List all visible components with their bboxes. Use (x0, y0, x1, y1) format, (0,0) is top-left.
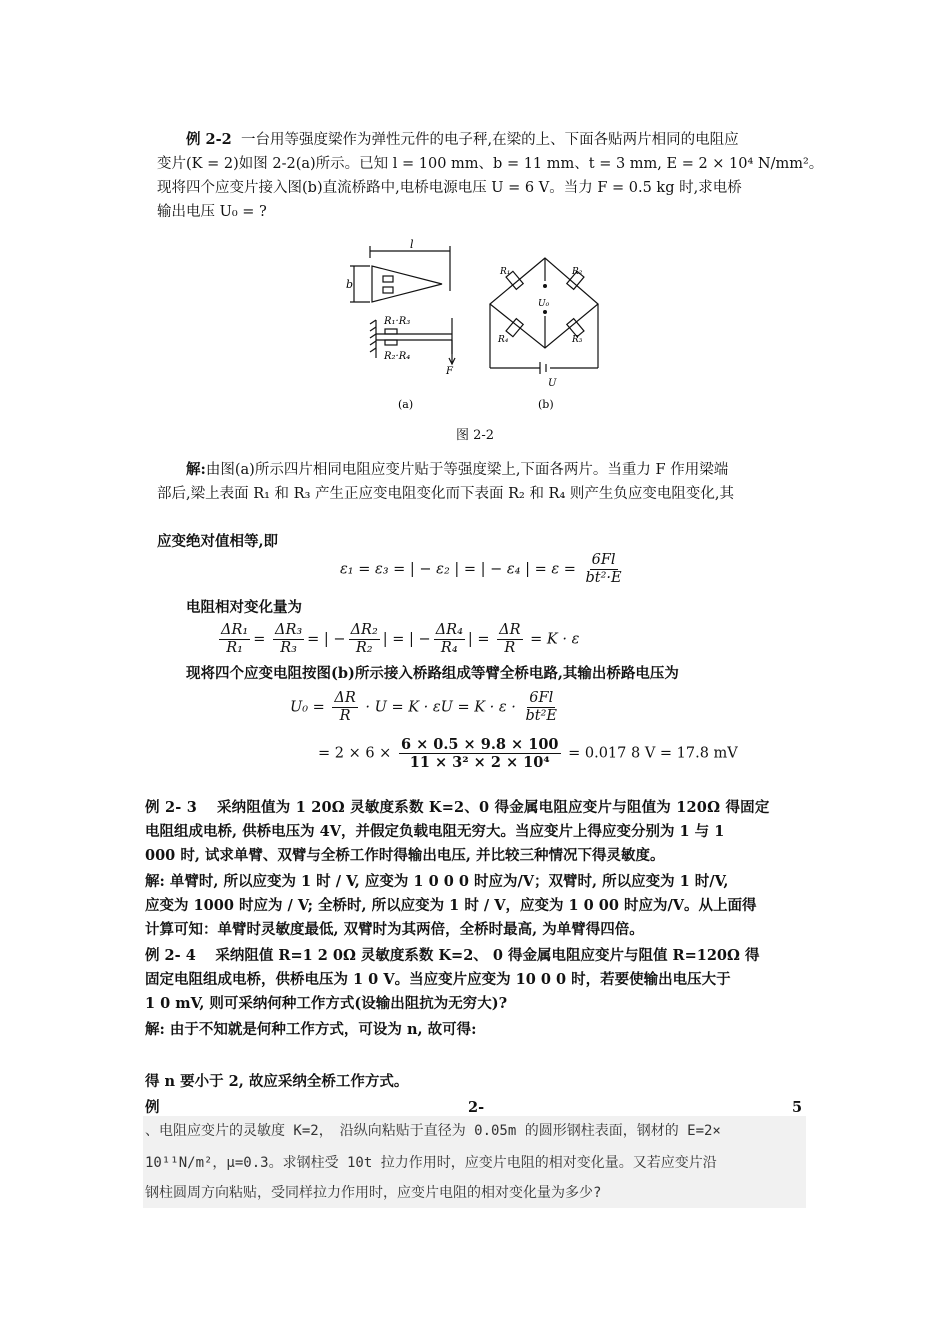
eq1-num: 6Fl (591, 552, 616, 568)
eq2-b-num: ΔR₃ (274, 622, 303, 638)
equation-output-numeric (318, 736, 738, 771)
eq2-c-num: ΔR₂ (350, 622, 378, 638)
eq2-b-den: R₃ (280, 640, 297, 656)
ex25-line3: 钢柱圆周方向粘贴，受同样拉力作用时，应变片电阻的相对变化量为多少? (145, 1185, 602, 1201)
sol22-line3: 应变绝对值相等,即 (157, 533, 279, 550)
eq2-a-num: ΔR₁ (221, 622, 249, 638)
eq2-e-num: ΔR (499, 622, 521, 638)
equation-strain (340, 552, 627, 587)
equation-output-symbolic (290, 690, 562, 725)
label-r1: R₁ (500, 267, 511, 277)
label-r2: R₂ (572, 267, 583, 277)
ex22-line4: 输出电压 U₀ = ? (157, 204, 267, 220)
ex23-sol3: 计算可知：单臂时灵敏度最低, 双臂时为其两倍，全桥时最高, 为单臂得四倍。 (145, 921, 644, 938)
ex24-line1: 例 2- 4 采纳阻值 R=1 2 0Ω 灵敏度系数 K=2、 0 得金属电阻应变片与阻值 R=120Ω 得 (145, 947, 760, 964)
label-u0: U₀ (538, 299, 550, 309)
label-r2r4: R₂·R₄ (384, 351, 411, 362)
sol22-line4: 电阻相对变化量为 (186, 599, 302, 616)
ex22-line1-text: 一台用等强度梁作为弹性元件的电子秤,在梁的上、下面各贴两片相同的电阻应 (240, 132, 739, 148)
eq2-a-den: R₁ (226, 640, 243, 656)
label-r1r3: R₁·R₃ (384, 316, 411, 327)
eq3-mid: · U = K · εU = K · ε · (365, 699, 516, 716)
ex24-sol2: 得 n 要小于 2, 故应采纳全桥工作方式。 (145, 1073, 409, 1090)
eq1-left: ε₁ = ε₃ = | − ε₂ | = | − ε₄ | = ε = (340, 561, 576, 578)
ex25-label-c: 5 (792, 1099, 803, 1116)
eq4-den: 11 × 3² × 2 × 10⁴ (409, 754, 550, 771)
ex22-line3: 现将四个应变片接入图(b)直流桥路中,电桥电源电压 U = 6 V。当力 F = 0.5 kg 时,求电桥 (157, 180, 742, 196)
eq4-num: 6 × 0.5 × 9.8 × 100 (400, 736, 559, 753)
ex25-line1: 、电阻应变片的灵敏度 K=2， 沿纵向粘贴于直径为 0.05m 的圆形钢柱表面，钢材的 E=2× (145, 1123, 721, 1139)
ex25-label-b: 2- (468, 1099, 485, 1116)
ex23-line1: 例 2- 3 采纳阻值为 1 20Ω 灵敏度系数 K=2、0 得金属电阻应变片与阻值为 120Ω 得固定 (145, 799, 770, 816)
sol22-line2: 部后,梁上表面 R₁ 和 R₃ 产生正应变电阻变化而下表面 R₂ 和 R₄ 则产生负应变电阻变化,其 (157, 486, 735, 502)
eq2-d-den: R₄ (440, 640, 458, 656)
sol22-label: 解: (186, 461, 206, 478)
eq4-right: = 0.017 8 V = 17.8 mV (568, 745, 738, 762)
ex23-line2: 电阻组成电桥, 供桥电压为 4V，并假定负载电阻无穷大。当应变片上得应变分别为 1 与 1 (145, 823, 725, 840)
ex22-line1 (186, 128, 739, 152)
sol22-line1 (186, 458, 728, 482)
sol22-line1-text: 由图(a)所示四片相同电阻应变片贴于等强度梁上,下面各两片。当重力 F 作用梁端 (205, 462, 729, 478)
beam-top-view (350, 246, 450, 302)
eq2-e-den: R (504, 640, 516, 656)
ex24-line2: 固定电阻组成电桥，供桥电压为 1 0 V。当应变片应变为 10 0 0 时，若要使输出电压大于 (145, 971, 731, 988)
figure-svg (340, 236, 600, 446)
ex22-label: 例 2-2 (186, 131, 232, 148)
beam-side-view (370, 318, 455, 364)
eq4-left: = 2 × 6 × (318, 745, 392, 762)
figure-caption: 图 2-2 (456, 428, 495, 443)
ex25-box (143, 1116, 806, 1208)
label-r4: R₄ (498, 335, 509, 345)
label-u: U (548, 378, 557, 389)
ex24-line3: 1 0 mV, 则可采纳何种工作方式(设输出阻抗为无穷大)? (145, 995, 508, 1012)
equation-resistance: $\frac{\text{ΔR₁}}{\text{R₁}}$ = $\frac{\text{ΔR₃}}{\text{R₃}}$ = | − $\frac{\text{ΔR₂}}{\text{R₂}}$ | = | − $\frac{\text{ΔR₄}}{\text{R₄}}$ | = $\frac{\Delta R}{R}$ = K · ε (221, 622, 580, 656)
ex25-label-a: 例 (145, 1099, 160, 1116)
ex25-line2: 10¹¹N/m²，μ=0.3。求钢柱受 10t 拉力作用时，应变片电阻的相对变化量。又若应变片沿 (145, 1155, 717, 1171)
label-f: F (446, 366, 453, 377)
eq3-f2-num: 6Fl (529, 690, 554, 706)
ex24-sol1: 解: 由于不知就是何种工作方式，可设为 n, 故可得: (145, 1021, 477, 1038)
eq1-den: bt²·E (585, 570, 622, 586)
figure-2-2 (340, 236, 600, 446)
label-b: b (346, 278, 354, 291)
label-r3: R₃ (572, 335, 583, 345)
eq3-f2-den: bt²E (525, 708, 558, 724)
label-l: l (410, 238, 414, 251)
ex23-sol1: 解: 单臂时, 所以应变为 1 时 / V, 应变为 1 0 0 0 时应为/V；双臂时, 所以应变为 1 时/V, (145, 873, 729, 890)
ex23-sol2: 应变为 1000 时应为 / V; 全桥时, 所以应变为 1 时 / V，应变为 1 0 00 时应为/V。从上面得 (145, 897, 757, 914)
sub-a: (a) (398, 398, 414, 411)
ex22-line2: 变片(K = 2)如图 2-2(a)所示。已知 l = 100 mm、b = 11 mm、t = 3 mm, E = 2 × 10⁴ N/mm²。 (157, 156, 824, 172)
eq2-d-num: ΔR₄ (435, 622, 463, 638)
eq2-c-den: R₂ (355, 640, 373, 656)
sub-b: (b) (538, 398, 554, 411)
sol22-line5: 现将四个应变电阻按图(b)所示接入桥路组成等臂全桥电路,其输出桥路电压为 (186, 665, 679, 682)
eq3-f1-num: ΔR (334, 690, 356, 706)
eq3-f1-den: R (339, 708, 351, 724)
eq2-tail: = K · ε (530, 631, 580, 648)
eq3-left: U₀ = (290, 699, 325, 716)
ex23-line3: 000 时, 试求单臂、双臂与全桥工作时得输出电压, 并比较三种情况下得灵敏度。 (145, 847, 665, 864)
